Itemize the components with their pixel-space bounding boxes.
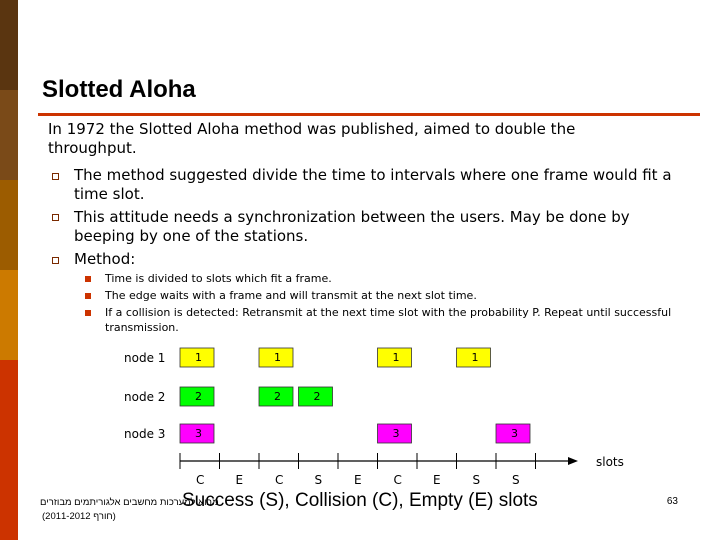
slot-result-3: S: [314, 473, 323, 487]
node-label-3: node 3: [124, 427, 166, 441]
footer-course-line2: (2011-2012 חורף): [42, 511, 116, 522]
slot-result-2: C: [275, 473, 284, 487]
node-label-1: node 1: [124, 351, 166, 365]
frame-label-node3-slot0: 3: [195, 427, 202, 440]
slot-result-7: S: [472, 473, 481, 487]
time-axis-arrow: [568, 457, 578, 465]
slot-result-0: C: [196, 473, 205, 487]
footer-course-line1: מבוא למערכות מחשבים אלגוריתמים מבוזרים: [40, 497, 219, 508]
slot-result-8: S: [512, 473, 520, 487]
frame-label-node1-slot0: 1: [195, 351, 202, 364]
frame-label-node2-slot3: 2: [313, 390, 321, 403]
bullet-3: Method:: [74, 250, 136, 268]
frame-label-node1-slot7: 1: [471, 351, 479, 364]
frame-label-node2-slot2: 2: [274, 390, 281, 403]
axis-label-slots: slots: [596, 455, 624, 469]
frame-label-node3-slot5: 3: [392, 427, 400, 440]
slide-title: Slotted Aloha: [42, 76, 196, 103]
frame-label-node3-slot8: 3: [511, 427, 518, 440]
slot-result-5: C: [393, 473, 402, 487]
intro-text: In 1972 the Slotted Aloha method was published, aimed to double the throughput.: [48, 120, 576, 157]
node-label-2: node 2: [124, 390, 166, 404]
slot-result-4: E: [354, 473, 362, 487]
sub-bullet-3: If a collision is detected: Retransmit at the next time slot with the probability P. Repeat until successful transmission.: [105, 306, 672, 334]
page-number: 63: [666, 496, 678, 507]
slot-result-6: E: [433, 473, 441, 487]
sub-bullet-2: The edge waits with a frame and will transmit at the next slot time.: [105, 289, 477, 302]
frame-label-node1-slot2: 1: [274, 351, 281, 364]
legend-caption: Success (S), Collision (C), Empty (E) slots: [182, 490, 538, 511]
bullet-1: The method suggested divide the time to intervals where one frame would fit a time slot.: [74, 166, 672, 203]
frame-label-node2-slot0: 2: [195, 390, 202, 403]
bullet-2: This attitude needs a synchronization between the users. May be done by beeping by one of the stations.: [74, 208, 630, 245]
frame-label-node1-slot5: 1: [392, 351, 400, 364]
sub-bullet-1: Time is divided to slots which fit a frame.: [105, 272, 332, 285]
slot-result-1: E: [235, 473, 244, 487]
